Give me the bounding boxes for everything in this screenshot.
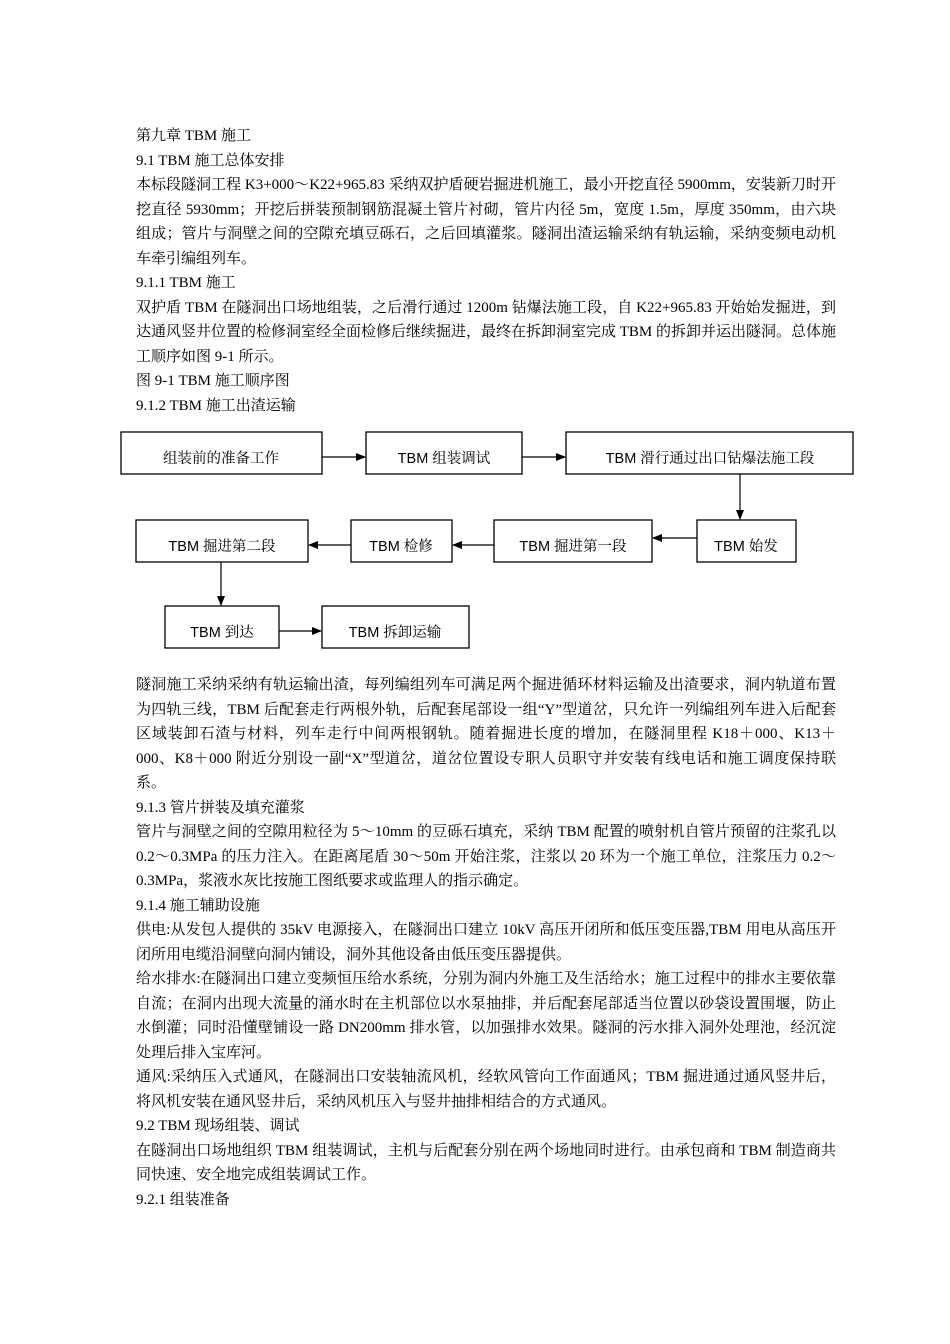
chapter-title: 第九章 TBM 施工 [136,128,252,144]
paragraph-transport: 隧洞施工采纳采纳有轨运输出渣，每列编组列车可满足两个掘进循环材料运输及出渣要求，洞内轨道布置为四轨三线，TBM 后配套走行两根外轨，后配套尾部设一组“Y”型道岔，只允许一列编组列车进入后配套区域装卸石渣与材料，列车走行中间两根钢轨。随着掘进长度的增加，在隧洞里程 K18＋000、K13＋000、K8＋000 附近分别设一副“X”型道岔，道岔位置设专职人员职守并安装有线电话和施工调度保持联系。 [136,677,836,791]
bottom-text-block [136,673,836,1212]
paragraph-9-1-3: 管片与洞壁之间的空隙用粒径为 5～10mm 的豆砾石填充，采纳 TBM 配置的喷射机自管片预留的注浆孔以 0.2～0.3MPa 的压力注入。在距离尾盾 30～50m 开始注浆，注浆以 20 环为一个施工单位，注浆压力 0.2～0.3MPa，浆液水灰比按施工图纸要求或监理人的指示确定。 [136,824,836,889]
paragraph-water: 给水排水:在隧洞出口建立变频恒压给水系统，分别为洞内外施工及生活给水；施工过程中的排水主要依靠自流；在洞内出现大流量的涌水时在主机部位以水泵抽排，并后配套尾部适当位置以砂袋设置围堰，防止水倒灌；同时沿懂壁铺设一路 DN200mm 排水管，以加强排水效果。隧洞的污水排入洞外处理池，经沉淀处理后排入宝库河。 [136,971,836,1061]
label-excavate-second: TBM 掘进第二段 [168,539,276,555]
label-slide-through: TBM 滑行通过出口钻爆法施工段 [605,451,815,467]
heading-9-1-4: 9.1.4 施工辅助设施 [136,897,260,914]
paragraph-9-2: 在隧洞出口场地组织 TBM 组装调试，主机与后配套分别在两个场地同时进行。由承包商和 TBM 制造商共同快速、安全地完成组装调试工作。 [136,1142,836,1183]
label-launch: TBM 始发 [714,539,778,555]
heading-9-1: 9.1 TBM 施工总体安排 [136,152,285,169]
paragraph-power: 供电:从发包人提供的 35kV 电源接入，在隧洞出口建立 10kV 高压开闭所和低压变压器,TBM 用电从高压开闭所用电缆沿洞壁向洞内铺设，洞外其他设备由低压变压器提供。 [136,922,836,963]
heading-9-2: 9.2 TBM 现场组装、调试 [136,1118,300,1134]
heading-9-1-2: 9.1.2 TBM 施工出渣运输 [136,397,296,414]
heading-9-2-1: 9.2.1 组装准备 [136,1191,230,1208]
label-arrive: TBM 到达 [190,625,254,641]
label-dismantle: TBM 拆卸运输 [348,625,442,641]
paragraph-9-1-1: 双护盾 TBM 在隧洞出口场地组装，之后滑行通过 1200m 钻爆法施工段，自 K22+965.83 开始始发掘进，到达通风竖井位置的检修洞室经全面检修后继续掘进，最终在拆卸洞室完成 TBM 的拆卸并运出隧洞。总体施工顺序如图 9-1 所示。 [136,299,837,365]
heading-9-1-3: 9.1.3 管片拼装及填充灌浆 [136,799,305,816]
paragraph-9-1: 本标段隧洞工程 K3+000～K22+965.83 采纳双护盾硬岩掘进机施工，最小开挖直径 5900mm，安装新刀时开挖直径 5930mm；开挖后拼装预制钢筋混凝土管片衬砌，管片内径 5m，宽度 1.5m，厚度 350mm，由六块组成；管片与洞壁之间的空隙充填豆砾石，之后回填灌浆。隧洞出渣运输采纳有轨运输，采纳变频电动机车牵引编组列车。 [136,177,836,267]
label-overhaul: TBM 检修 [369,539,433,555]
label-assembly-debug: TBM 组装调试 [397,451,491,467]
paragraph-ventilation: 通风:采纳压入式通风，在隧洞出口安装轴流风机，经软风管向工作面通风；TBM 掘进通过通风竖井后，将风机安装在通风竖井后，采纳风机压入与竖井抽排相结合的方式通风。 [136,1069,836,1110]
label-excavate-first: TBM 掘进第一段 [519,539,627,555]
label-prep: 组装前的准备工作 [163,451,279,467]
figure-caption: 图 9-1 TBM 施工顺序图 [136,373,290,389]
heading-9-1-1: 9.1.1 TBM 施工 [136,275,236,291]
